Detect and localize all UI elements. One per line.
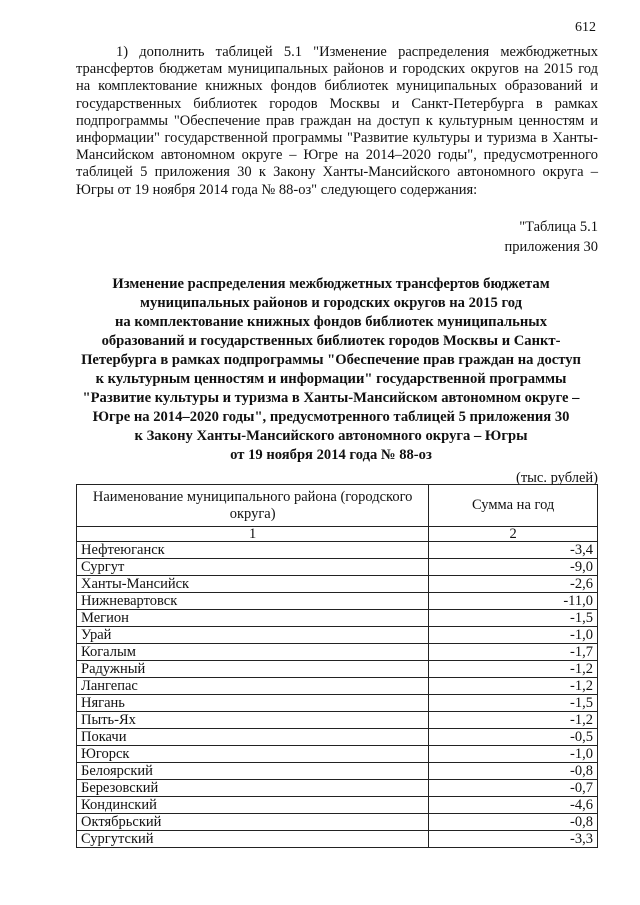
table-row [77,780,598,797]
heading-line: к культурным ценностям и информации" государственной программы [95,371,567,387]
column-header-name: Наименование муниципального района (городского округа) [77,485,429,527]
annual-sum: -1,2 [429,712,598,729]
intro-text: 1) дополнить таблицей 5.1 "Изменение распределения межбюджетных трансфертов бюджетам муниципальных районов и городских округов на 2015 год на комплектование книжных фондов библиотек муниципальных образований и государственных библиотек городов Москвы и Санкт-Петербурга в рамках подпрограммы "Обеспечение прав граждан на доступ к культурным ценностям и информации" государственной программы "Развитие культуры и туризма в Ханты-Мансийском автономном округе – Югре на 2014–2020 годы", предусмотренного таблицей 5 приложения 30 к Закону Ханты-Мансийского автономного округа – Югры от 19 ноября 2014 года № 88-оз" следующего содержания: [76,44,598,198]
municipality-name: Пыть-Ях [77,712,429,729]
page-number: 612 [575,20,596,35]
table-row [77,593,598,610]
municipality-name: Радужный [77,661,429,678]
table-row [77,610,598,627]
municipality-name: Березовский [77,780,429,797]
annual-sum: -3,4 [429,542,598,559]
table-row [77,831,598,848]
table-heading [70,275,592,465]
municipality-name: Сургутский [77,831,429,848]
annual-sum: -1,5 [429,610,598,627]
table-caption [505,218,598,257]
column-number: 1 [77,527,429,542]
heading-line: образований и государственных библиотек городов Москвы и Санкт- [101,333,561,349]
column-header-sum: Сумма на год [429,485,598,527]
column-number-row [77,527,598,542]
intro-paragraph [76,44,598,199]
annual-sum: -1,0 [429,746,598,763]
annual-sum: -0,5 [429,729,598,746]
heading-line: Петербурга в рамках подпрограммы "Обеспечение прав граждан на доступ [81,352,581,368]
table-body [77,542,598,848]
annual-sum: -0,7 [429,780,598,797]
table-row [77,542,598,559]
municipality-name: Лангепас [77,678,429,695]
annual-sum: -0,8 [429,814,598,831]
table-row [77,797,598,814]
municipality-name: Нефтеюганск [77,542,429,559]
heading-line: муниципальных районов и городских округов на 2015 год [140,295,522,311]
heading-line: к Закону Ханты-Мансийского автономного округа – Югры [134,428,528,444]
municipality-name: Мегион [77,610,429,627]
annual-sum: -11,0 [429,593,598,610]
municipality-name: Когалым [77,644,429,661]
table-row [77,576,598,593]
municipality-name: Сургут [77,559,429,576]
annual-sum: -9,0 [429,559,598,576]
annual-sum: -1,0 [429,627,598,644]
municipality-name: Урай [77,627,429,644]
annual-sum: -4,6 [429,797,598,814]
heading-line: от 19 ноября 2014 года № 88-оз [230,447,432,463]
table-row [77,746,598,763]
municipality-name: Нягань [77,695,429,712]
municipality-name: Нижневартовск [77,593,429,610]
table-row [77,712,598,729]
table-row [77,814,598,831]
column-number: 2 [429,527,598,542]
heading-line: "Развитие культуры и туризма в Ханты-Мансийском автономном округе – [82,390,580,406]
table-row [77,763,598,780]
heading-line: на комплектование книжных фондов библиотек муниципальных [115,314,547,330]
municipality-name: Югорск [77,746,429,763]
unit-label: (тыс. рублей) [516,470,598,486]
table-row [77,695,598,712]
annual-sum: -0,8 [429,763,598,780]
header-row [77,485,598,527]
table-row [77,678,598,695]
table-row [77,661,598,678]
annual-sum: -3,3 [429,831,598,848]
annual-sum: -1,7 [429,644,598,661]
table-row [77,644,598,661]
municipality-name: Кондинский [77,797,429,814]
annual-sum: -1,2 [429,661,598,678]
municipality-name: Белоярский [77,763,429,780]
caption-line: приложения 30 [504,238,598,255]
caption-line: "Таблица 5.1 [519,219,598,235]
municipality-name: Ханты-Мансийск [77,576,429,593]
heading-line: Югре на 2014–2020 годы", предусмотренного таблицей 5 приложения 30 [92,409,570,425]
municipality-name: Октябрьский [77,814,429,831]
table-row [77,559,598,576]
table-row [77,627,598,644]
annual-sum: -2,6 [429,576,598,593]
annual-sum: -1,5 [429,695,598,712]
transfers-table [76,484,598,848]
table-row [77,729,598,746]
heading-line: Изменение распределения межбюджетных трансфертов бюджетам [112,276,550,292]
municipality-name: Покачи [77,729,429,746]
annual-sum: -1,2 [429,678,598,695]
